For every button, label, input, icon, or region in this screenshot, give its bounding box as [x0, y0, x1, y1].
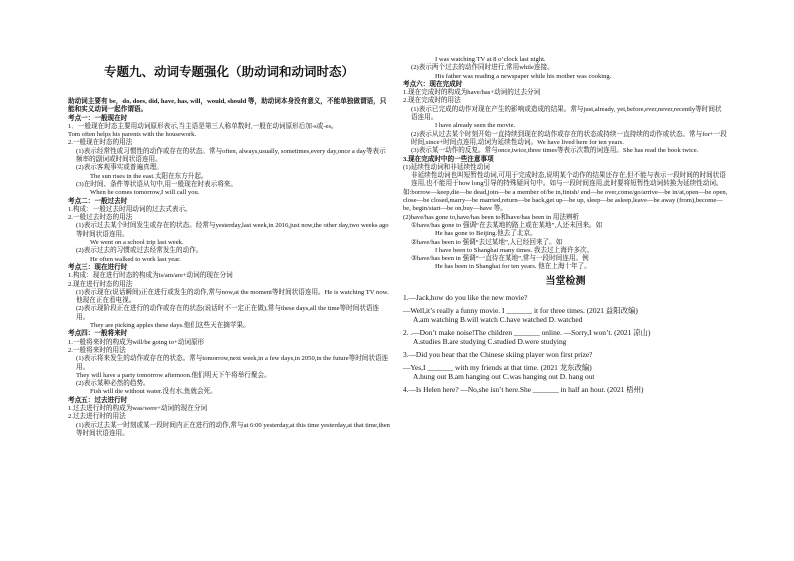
- question-text: 1.—Jack,how do you like the new movie?: [403, 292, 528, 302]
- text-line: 1.过去进行时的构成为was/were+动词的现在分词: [68, 404, 208, 412]
- left-column: [68, 60, 390, 438]
- text-line: (2)have/has gone to,have/has been to和have/has been in 用法辨析: [403, 213, 580, 221]
- question-text: 4.—Is Helen here? —No,she isn’t here.She _______ in half an hour. (2021 梧州): [403, 384, 644, 394]
- text-line: 考点三：现在进行时: [68, 263, 128, 271]
- text-line: Fish will die without water.没有水,鱼就会死。: [90, 388, 217, 396]
- text-line: (2)表示现阶段正在进行的动作或存在的状态(说话时不一定正在做),常与these days,all the time等时间状语连用。: [76, 305, 380, 321]
- question-options: A.hung out B.am hanging out C.was hanging out D. hang out: [413, 371, 595, 381]
- text-line: (1)表示将来发生的动作或存在的状态。常与tomorrow,next week,in a few days,in 2050,in the future等时间状语连用。: [76, 355, 389, 371]
- text-line: They will have a party tomorrow afternoon.他们明天下午将举行聚会。: [76, 371, 271, 379]
- text-line: 2.一般现在时态的用法: [68, 139, 133, 147]
- text-line: ①have/has gone to 强调“在去某地的路上或在某地”,人还未回来。如: [411, 221, 603, 229]
- text-line: 1.构成：现在进行时态的构成为is/am/are+动词的现在分词: [68, 272, 233, 280]
- text-line: 2.现在完成时的用法: [403, 97, 461, 105]
- text-line: 考点五：过去进行时: [68, 396, 128, 404]
- text-line: They are picking apples these days.他们这些天在摘苹果。: [90, 322, 250, 330]
- text-line: 2.现在进行时态的用法: [68, 280, 133, 288]
- quiz-questions: [403, 293, 728, 394]
- text-line: (2)表示从过去某个时刻开始一直持续到现在的动作或存在的状态或持续一直持续的动作或状态。常与for+一段时间,since+时间点连用,动词为延续性动词。We have lived here for ten years.: [411, 130, 727, 146]
- text-line: He has been in Shanghai for ten years. 他在上海十年了。: [435, 263, 591, 271]
- text-line: (1)延续性动词和非延续性动词: [403, 163, 490, 171]
- text-line: He often walked to work last year.: [90, 255, 181, 263]
- text-line: 考点四：一般将来时: [68, 330, 128, 338]
- text-line: 考点二：一般过去时: [68, 197, 128, 205]
- text-line: 2.一般将来时的用法: [68, 346, 126, 354]
- question-text: —Yes,I _______ with my friends at that time. (2021 龙东改编): [403, 362, 592, 372]
- text-line: 1.一般将来时的构成为will/be going to+动词原形: [68, 338, 205, 346]
- question-text: 2. .—Don’t make noise!The children _______ online. —Sorry,I won’t. (2021 凉山): [403, 327, 651, 337]
- section-title-quiz: 当堂检测: [545, 275, 586, 287]
- question-text: —Well,it’s really a funny movie. I _______ it for three times. (2021 益阳改编): [403, 305, 638, 315]
- left-body: [68, 98, 390, 438]
- text-line: When he comes tomorrow,I will call you.: [90, 189, 200, 197]
- text-line: 考点一：一般现在时: [68, 114, 128, 122]
- text-line: 3.现在完成时中的一些注意事项: [403, 155, 494, 163]
- question-options: A.am watching B.will watch C.have watched D. watched: [413, 314, 583, 324]
- text-line: (2)表示两个过去的动作同时进行,常用while连接。: [411, 64, 554, 72]
- right-column: [403, 56, 728, 394]
- text-line: He has gone to Beijing.他去了北京。: [435, 230, 537, 238]
- text-line: ③have/has been in 强调“一直待在某地”,常与一段时间连用。例: [411, 255, 589, 263]
- text-line: 如:borrow—keep,die—be dead,join—be a member of/be in,finish/ end—be over,come/go/arrive—be in/at,open—be open, close—be closed,marry—be married,return—be back,get up—be up, sleep—be asleep,leave—be away (from),become—be, begin/start—be on,buy—have 等。: [403, 188, 728, 213]
- text-line: I have been to Shanghai many times. 我去过上海许多次。: [435, 246, 594, 254]
- text-line: His father was reading a newspaper while his mother was cooking.: [435, 72, 612, 80]
- text-line: 非延续性动词也叫短暂性动词,可用于完成时态,说明某个动作的结果还存在,但不能与表示一段时间的时间状语连用,也不能用于how long引导的特殊疑问句中。如与一段时间连用,此时要将短暂性动词转换为延续性动词。: [411, 172, 726, 188]
- text-line: (1)表示经常性或习惯性的动作或存在的状态。常与often, always,usually, sometimes,every day,once a day等表示频率的副词或时间状语连用。: [76, 147, 386, 164]
- text-line: I was watching TV at 8 o’clock last night.: [435, 56, 546, 63]
- text-line: 2.过去进行时的用法: [68, 413, 126, 421]
- text-line: (3)表示某一动作的反复。常与once,twice,three times等表示次数的词连用。She has read the book twice.: [411, 147, 699, 155]
- text-line: I have already seen the movie.: [435, 122, 516, 130]
- text-line: (2)表示某种必然的趋势。: [76, 380, 150, 388]
- right-body: [403, 56, 728, 272]
- text-line: 1.构成：一般过去时用动词的过去式表示。: [68, 205, 192, 213]
- question-options: A.studies B.are studying C.studied D.were studying: [413, 336, 567, 346]
- page-title: 专题九、动词专题强化（助动词和动词时态）: [103, 64, 354, 79]
- text-line: We went on a school trip last week.: [90, 239, 184, 247]
- text-line: Tom often helps his parents with the housework.: [68, 131, 197, 139]
- text-line: 助动词主要有 be，do, does, did, have, has, will，would, should 等，助动词本身没有意义，不能单独做谓语，只能和实义动词一起作谓语。: [68, 98, 387, 114]
- text-line: The sun rises in the east.太阳在东方升起。: [90, 172, 208, 180]
- text-line: 考点六：现在完成时: [403, 80, 463, 88]
- text-line: (1)表示过去某个时间发生或存在的状态。经常与yesterday,last week,in 2016,just now,the other day,two weeks ago等时间状语连用。: [76, 222, 389, 238]
- text-line: ②have/has been to 强调“去过某地”,人已经回来了。如: [411, 238, 563, 246]
- text-line: (2)表示客观事实或普遍真理。: [76, 164, 163, 172]
- text-line: (1)表示已完成的动作对现在产生的影响或造成的结果。常与just,already, yet,before,ever,never,recently等时间状语连用。: [411, 105, 722, 122]
- question-text: 3.—Did you hear that the Chinese skiing player won first prize?: [403, 349, 593, 359]
- text-line: (3)在时间、条件等状语从句中,用一般现在时表示将来。: [76, 180, 237, 188]
- text-line: (1)表示过去某一时刻或某一段时间内正在进行的动作,常与at 6:00 yesterday,at this time yesterday,at that time,then等时间状语连用。: [76, 421, 390, 437]
- text-line: (2)表示过去的习惯或过去经常发生的动作。: [76, 247, 203, 255]
- text-line: 1．一般现在时态主要用动词原形表示,当主语是第三人称单数时,一般在动词原形后加-s或-es。: [68, 122, 338, 130]
- text-line: (1)表示现在(说话瞬间)正在进行或发生的动作,常与now,at the moment等时间状语连用。He is watching TV now.他现在正在看电视。: [76, 288, 389, 305]
- text-line: 1.现在完成时的构成为have/has+动词的过去分词: [403, 89, 541, 97]
- text-line: 2.一般过去时态的用法: [68, 214, 133, 222]
